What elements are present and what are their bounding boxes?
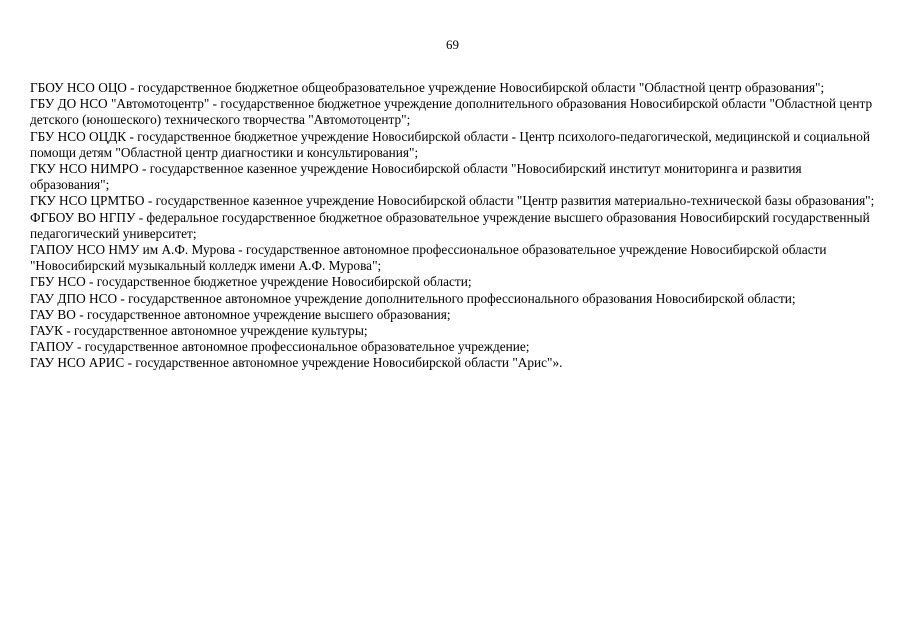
abbreviation-list <box>30 80 880 372</box>
abbreviation-entry: ГБУ НСО ОЦДК - государственное бюджетное учреждение Новосибирской области - Центр психолого-педагогической, медицинской и социальной помощи детям "Областной центр диагностики и консультирования"; <box>30 128 871 160</box>
abbreviation-entry: ФГБОУ ВО НГПУ - федеральное государственное бюджетное образовательное учреждение высшего образования Новосибирский государственный педагогический университет; <box>30 209 870 241</box>
abbreviation-entry: ГАУ НСО АРИС - государственное автономное учреждение Новосибирской области "Арис"». <box>30 355 563 371</box>
abbreviation-entry: ГКУ НСО НИМРО - государственное казенное учреждение Новосибирской области "Новосибирский институт мониторинга и развития образования"; <box>30 161 802 193</box>
page-number: 69 <box>446 37 459 52</box>
abbreviation-entry: ГБОУ НСО ОЦО - государственное бюджетное общеобразовательное учреждение Новосибирской области "Областной центр образования"; <box>30 80 825 95</box>
abbreviation-entry: ГАУ ДПО НСО - государственное автономное учреждение дополнительного профессионального образования Новосибирской области; <box>30 290 796 306</box>
abbreviation-entry: ГАУК - государственное автономное учреждение культуры; <box>30 323 368 339</box>
abbreviation-entry: ГАПОУ - государственное автономное профессиональное образовательное учреждение; <box>30 339 530 355</box>
abbreviation-entry: ГАУ ВО - государственное автономное учреждение высшего образования; <box>30 306 451 322</box>
abbreviation-entry: ГКУ НСО ЦРМТБО - государственное казенное учреждение Новосибирской области "Центр развития материально-технической базы образования"; <box>30 193 875 209</box>
abbreviation-entry: ГАПОУ НСО НМУ им А.Ф. Мурова - государственное автономное профессиональное образовательное учреждение Новосибирской области "Новосибирский музыкальный колледж имени А.Ф. Мурова"; <box>30 242 827 274</box>
abbreviation-entry: ГБУ НСО - государственное бюджетное учреждение Новосибирской области; <box>30 274 472 290</box>
abbreviation-entry: ГБУ ДО НСО "Автомотоцентр" - государственное бюджетное учреждение дополнительного образования Новосибирской области "Областной центр детского (юношеского) технического творчества "Автомотоцентр"; <box>30 96 873 128</box>
